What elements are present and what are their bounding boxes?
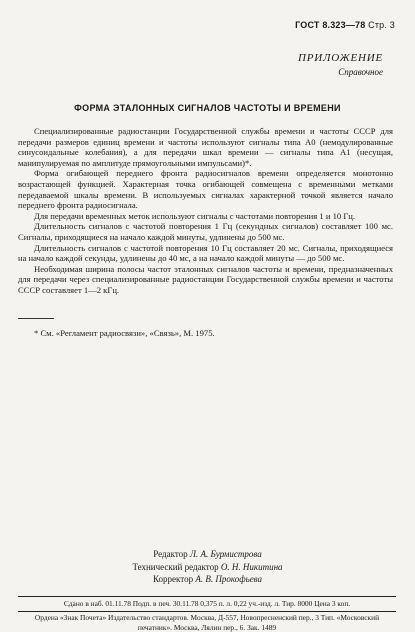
editor-name: Л. А. Бурмистрова	[189, 549, 262, 559]
proofreader-name: А. В. Прокофьева	[195, 574, 263, 584]
appendix-title: ПРИЛОЖЕНИЕ	[298, 52, 383, 64]
page-header	[295, 20, 395, 30]
tech-editor-line	[0, 561, 415, 574]
paragraph: Для передачи временных меток используют сигналы с частотами повторения 1 и 10 Гц.	[34, 210, 356, 221]
paragraph: Специализированные радиостанции Государственной службы времени и частоты СССР для передачи размеров единиц времени и частоты используют сигналы типа А0 (немодулированные синусоидальные колебания), а для передачи шкал времени — сигналы типа А1 (несущая, манипулируемая по амплитуде прямоугольными импульсами)*.	[18, 126, 393, 168]
footnote: * См. «Регламент радиосвязи», «Связь», М. 1975.	[34, 328, 215, 338]
editor-role: Редактор	[153, 549, 190, 559]
editorial-credits	[0, 548, 415, 586]
print-info: Сдано в наб. 01.11.78 Подп. в печ. 30.11.78 0,375 п. л. 0,22 уч.-изд. л. Тир. 8000 Цена 3 коп.	[63, 599, 351, 608]
paragraph: Длительность сигналов с частотой повторения 1 Гц (секундных сигналов) составляет 100 мс. Сигналы, приходящиеся на начало каждой минуты, удлинены до 500 мс.	[18, 221, 393, 242]
page-number: Стр. 3	[368, 20, 395, 30]
appendix-label	[298, 51, 383, 79]
tech-editor-role: Технический редактор	[132, 561, 221, 572]
publisher-info: Ордена «Знак Почета» Издательство стандартов. Москва, Д-557, Новопресненский пер., 3 Тип. «Московский печатник». Москва, Лялин пер., 6. Зак. 1489	[34, 613, 380, 632]
paragraph: Необходимая ширина полосы частот эталонных сигналов частоты и времени, предназначенных для передачи через специализированные радиостанции Государственной службы времени и частоты СССР составляет 1—2 кГц.	[18, 263, 393, 295]
body-text	[18, 126, 393, 296]
imprint-divider-top	[18, 596, 396, 597]
appendix-subtitle: Справочное	[338, 67, 383, 77]
editor-line	[0, 548, 415, 561]
tech-editor-name: О. Н. Никитина	[220, 561, 283, 572]
paragraph: Длительность сигналов с частотой повторения 10 Гц составляет 20 мс. Сигналы, приходящиеся на начало каждой секунды, удлинены до 40 мс, а на начало каждой минуты — до 500 мс.	[18, 242, 393, 264]
imprint-divider-bottom	[18, 611, 396, 612]
paragraph: Форма огибающей переднего фронта радиосигналов времени определяется монотонно возрастающей функцией. Характерная точка огибающей совмещена с временными метками передаваемой шкалы времени. В используемых сигналах характерной точкой является начало переднего фронта радиосигнала.	[18, 168, 393, 211]
proofreader-role: Корректор	[152, 574, 196, 584]
footnote-divider	[18, 318, 54, 319]
standard-number: ГОСТ 8.323—78	[295, 20, 366, 30]
section-title: ФОРМА ЭТАЛОННЫХ СИГНАЛОВ ЧАСТОТЫ И ВРЕМЕНИ	[74, 103, 341, 113]
proofreader-line	[0, 573, 415, 586]
